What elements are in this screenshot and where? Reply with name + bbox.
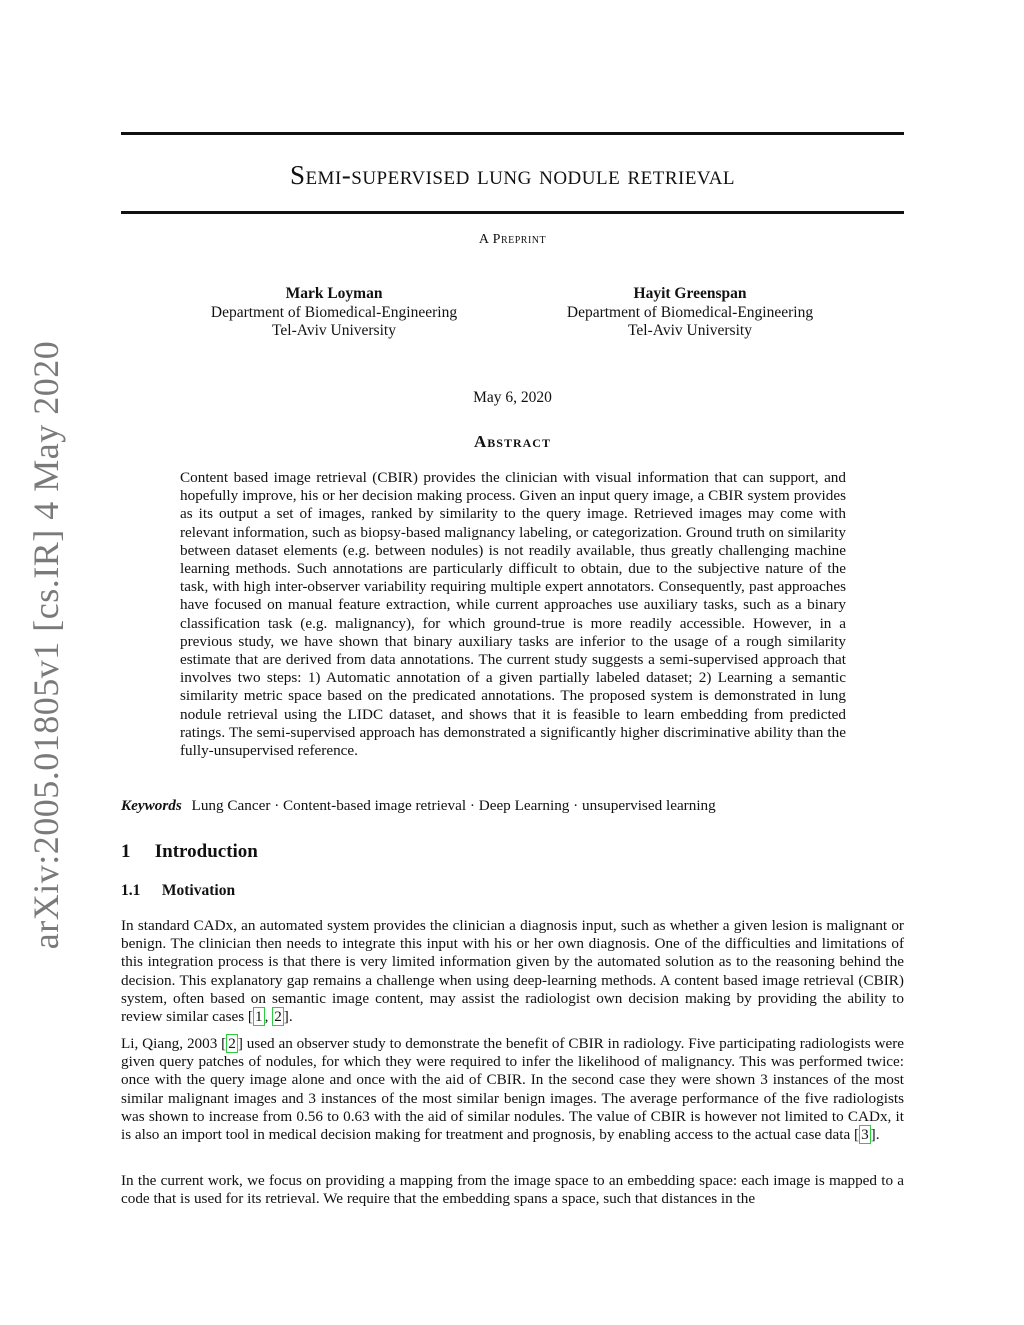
citation-link[interactable]: 2 bbox=[274, 1008, 282, 1026]
author-affiliation: Tel-Aviv University bbox=[628, 322, 752, 339]
author-block-1 bbox=[174, 285, 494, 341]
author-department: Department of Biomedical-Engineering bbox=[210, 303, 458, 321]
author-department: Department of Biomedical-Engineering bbox=[566, 303, 814, 321]
title-top-rule bbox=[121, 132, 904, 135]
section-title: Introduction bbox=[154, 841, 258, 862]
citation-link[interactable]: 3 bbox=[861, 1126, 869, 1144]
subsection-heading-motivation bbox=[121, 882, 235, 900]
citation-link[interactable]: 1 bbox=[255, 1008, 263, 1026]
section-number: 1 bbox=[121, 841, 131, 862]
section-heading-introduction bbox=[121, 841, 258, 863]
paper-title: Semi-supervised lung nodule retrieval bbox=[289, 160, 736, 190]
abstract-heading: Abstract bbox=[474, 432, 551, 451]
author-name: Hayit Greenspan bbox=[633, 285, 747, 302]
author-block-2 bbox=[530, 285, 850, 341]
keywords-label: Keywords bbox=[121, 797, 182, 814]
author-affiliation: Tel-Aviv University bbox=[272, 322, 396, 339]
paragraph-end: ]. bbox=[870, 1126, 880, 1144]
author-name: Mark Loyman bbox=[285, 285, 383, 302]
subsection-number: 1.1 bbox=[121, 882, 141, 899]
title-bottom-rule bbox=[121, 211, 904, 214]
publication-date: May 6, 2020 bbox=[473, 389, 552, 406]
paragraph-text: Li, Qiang, 2003 [ bbox=[121, 1035, 227, 1052]
paragraph-1 bbox=[121, 917, 904, 1026]
abstract-text: Content based image retrieval (CBIR) provides the clinician with visual information that can support, and hopefully improve, his or her decision making process. Given an input query image, a CBIR system provides as its output a set of images, ranked by similarity to the query image. Retrieved images may come with relevant information, such as biopsy-based malignancy labeling, or categorization. Ground truth on similarity between dataset elements (e.g. between nodules) is not readily available, thus greatly challenging machine learning methods. Such annotations are particularly difficult to obtain, due to the subjective nature of the task, with high inter-observer variability requiring multiple expert annotators. Consequently, past approaches have focused on manual feature extraction, while current approaches use auxiliary tasks, such as a binary classification task (e.g. malignancy), for which ground-true is more readily accessible. However, in a previous study, we have shown that binary auxiliary tasks are inferior to the usage of a rough similarity estimate that are derived from data annotations. The current study suggests a semi-supervised approach that involves two steps: 1) Automatic annotation of a given partially labeled dataset; 2) Learning a semantic similarity metric space based on the predicated annotations. The proposed system is demonstrated in lung nodule retrieval using the LIDC dataset, and shows that it is feasible to learn embedding from predicted ratings. The semi-supervised approach has demonstrated a significantly higher discriminative ability than the fully-unsupervised reference. bbox=[180, 469, 846, 760]
paragraph-text: ] used an observer study to demonstrate the benefit of CBIR in radiology. Five participating radiologists were given query patches of nodules, for which they were required to infer the likelihood of malignancy. This was performed twice: once with the query image alone and once with the aid of CBIR. In the second case they were shown 3 instances of the most similar malignant images and 3 instances of the most similar benign images. The average performance of the five radiologists was shown to increase from 0.56 to 0.63 with the aid of similar nodules. The value of CBIR is however not limited to CADx, it is also an import tool in medical decision making for treatment and prognosis, by enabling access to the actual case data [ bbox=[121, 1035, 904, 1144]
arxiv-identifier: arXiv:2005.01805v1 [cs.IR] 4 May 2020 bbox=[26, 340, 66, 950]
paragraph-3: In the current work, we focus on providing a mapping from the image space to an embedding space: each image is mapped to a code that is used for its retrieval. We require that the embedding spans a space, such that distances in the bbox=[121, 1172, 904, 1208]
keywords-list: Lung Cancer · Content-based image retrieval · Deep Learning · unsupervised learning bbox=[191, 797, 716, 814]
subsection-title: Motivation bbox=[161, 882, 236, 899]
paragraph-2 bbox=[121, 1035, 904, 1144]
paragraph-end: ]. bbox=[283, 1008, 293, 1026]
preprint-label: A Preprint bbox=[478, 232, 547, 247]
paragraph-text: In standard CADx, an automated system provides the clinician a diagnosis input, such as whether a given lesion is malignant or benign. The clinician then needs to integrate this input with his or her own diagnosis. One of the difficulties and limitations of this integration process is that there is very limited information given by the automated solution as to the reasoning behind the decision. This explanatory gap remains a challenge when using deep-learning methods. A content based image retrieval (CBIR) system, often based on semantic image content, may assist the radiologist own decision making by providing the ability to review similar cases [ bbox=[121, 917, 904, 1026]
citation-link[interactable]: 2 bbox=[228, 1035, 236, 1052]
citation-separator: , bbox=[264, 1008, 273, 1026]
keywords-line bbox=[121, 797, 904, 815]
